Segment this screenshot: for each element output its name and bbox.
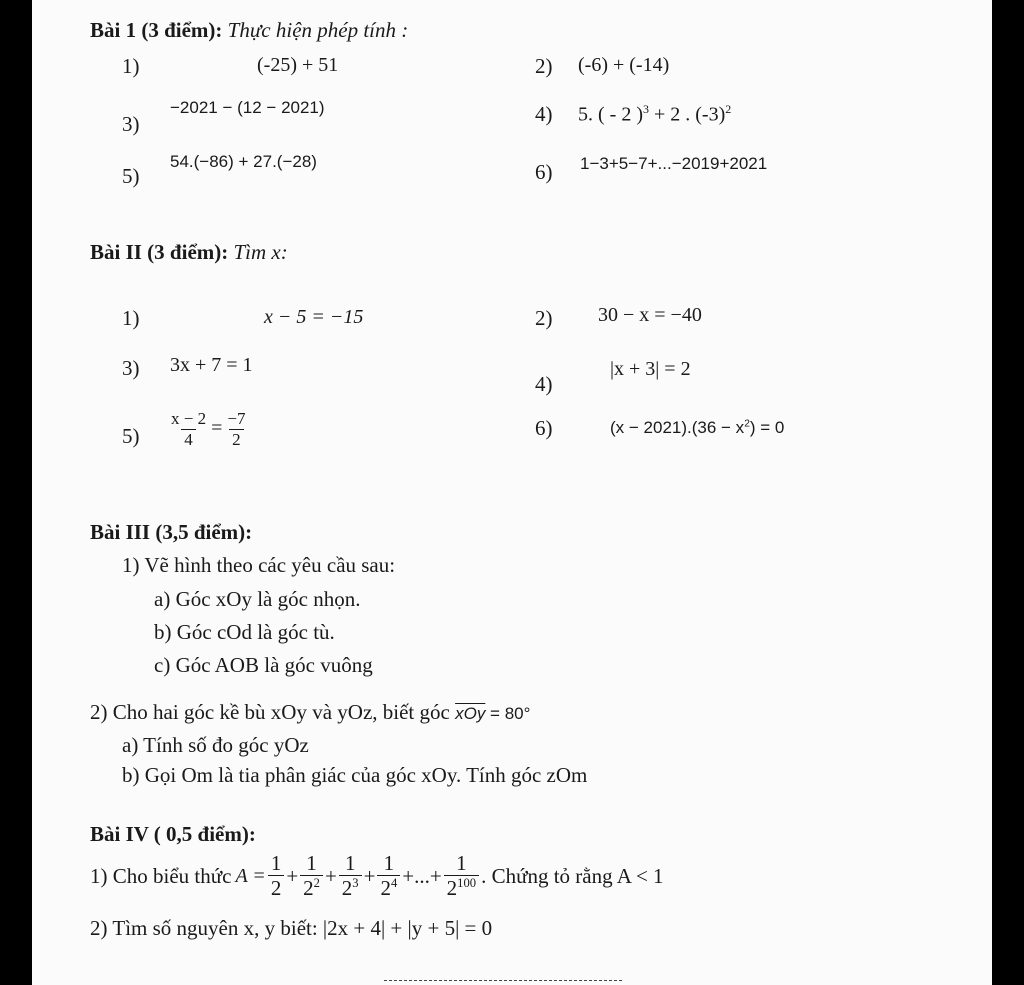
footer-divider <box>384 980 622 981</box>
expression: −2021 − (12 − 2021) <box>170 98 325 117</box>
item-number: 6) <box>535 160 553 184</box>
equation: 3x + 7 = 1 <box>170 354 253 376</box>
fraction-denominator <box>268 875 285 900</box>
section-1-subtitle: Thực hiện phép tính : <box>227 18 409 42</box>
item-number: 4) <box>535 372 553 396</box>
section-2-subtitle: Tìm x: <box>233 240 288 264</box>
question-4-1 <box>90 852 664 900</box>
expression-part: (x − 2021).(36 − x <box>610 418 745 437</box>
fraction <box>268 852 285 900</box>
section-3-title: Bài III (3,5 điểm): <box>90 520 253 544</box>
fraction-numerator: 1 <box>456 851 467 875</box>
question-1: 1) Vẽ hình theo các yêu cầu sau: <box>122 553 396 577</box>
fraction-denominator <box>300 875 323 900</box>
fraction <box>444 852 479 900</box>
exponent: 3 <box>642 102 649 116</box>
fraction-base: 2 <box>380 876 391 901</box>
fraction-numerator: 1 <box>383 851 395 875</box>
item-number: 6) <box>535 416 553 440</box>
plus-sign: + <box>324 863 337 888</box>
item-number: 5) <box>122 164 140 188</box>
question-prefix: 1) Cho biểu thức <box>90 863 232 888</box>
document-page <box>32 0 992 985</box>
question-2 <box>90 700 530 725</box>
fraction-base: 2 <box>270 876 282 901</box>
equation: 30 − x = −40 <box>598 304 702 326</box>
fraction <box>168 410 209 449</box>
equation: |x + 3| = 2 <box>610 358 691 380</box>
fraction-denominator <box>377 875 400 900</box>
ellipsis: +...+ <box>402 863 442 888</box>
sub-item: b) Góc cOd là góc tù. <box>154 620 335 644</box>
item-number: 2) <box>535 306 553 330</box>
angle-value: = 80° <box>485 704 531 723</box>
section-2-title <box>90 240 288 265</box>
item-number: 4) <box>535 102 553 126</box>
expression-part: ) = 0 <box>749 418 785 437</box>
fraction-denominator: 4 <box>181 429 196 450</box>
fraction <box>377 852 400 900</box>
exponent: 4 <box>390 876 398 891</box>
fraction-numerator: 1 <box>344 851 356 875</box>
item-number: 5) <box>122 424 140 448</box>
item-number: 1) <box>122 306 140 330</box>
variable-a: A = <box>235 864 266 887</box>
exponent: 2 <box>744 418 750 430</box>
expression: (-25) + 51 <box>257 54 339 76</box>
fraction-denominator <box>339 875 362 900</box>
fraction-base: 2 <box>341 876 353 901</box>
section-1-title <box>90 18 408 43</box>
exponent: 100 <box>457 876 477 891</box>
question-4-2: 2) Tìm số nguyên x, y biết: |2x + 4| + |y + 5| = 0 <box>90 916 493 940</box>
expression-part: 5. ( - 2 ) <box>578 103 643 126</box>
plus-sign: + <box>363 863 376 888</box>
equals-sign: = <box>211 417 223 440</box>
expression <box>578 102 731 127</box>
plus-sign: + <box>286 863 299 888</box>
expression: (-6) + (-14) <box>578 54 670 76</box>
item-number: 2) <box>535 54 553 78</box>
angle-notation: $\overline{xOy}$ <box>455 704 486 723</box>
expression: 54.(−86) + 27.(−28) <box>170 152 317 171</box>
exponent: 2 <box>725 102 732 116</box>
fraction <box>300 852 323 900</box>
item-number: 3) <box>122 112 140 136</box>
expression-part: + 2 . (-3) <box>648 103 726 126</box>
fraction-numerator: 1 <box>270 851 282 875</box>
sub-item: a) Góc xOy là góc nhọn. <box>154 587 361 611</box>
equation: x − 5 = −15 <box>264 306 364 328</box>
fraction-denominator: 2 <box>229 429 244 450</box>
equation <box>166 410 250 449</box>
exponent: 2 <box>313 876 320 891</box>
fraction <box>339 852 362 900</box>
fraction-base: 2 <box>446 876 458 901</box>
section-4-title: Bài IV ( 0,5 điểm): <box>90 822 256 846</box>
sub-item: b) Gọi Om là tia phân giác của góc xOy. Tính góc zOm <box>122 763 588 787</box>
fraction-numerator: −7 <box>227 409 246 428</box>
equation <box>610 418 784 438</box>
expression: 1−3+5−7+...−2019+2021 <box>580 154 768 173</box>
fraction-denominator <box>444 875 479 900</box>
sub-item: a) Tính số đo góc yOz <box>122 733 309 757</box>
fraction-base: 2 <box>303 876 314 901</box>
question-suffix: . Chứng tỏ rằng A < 1 <box>481 863 664 888</box>
exponent: 3 <box>352 876 359 891</box>
section-1-heading: Bài 1 (3 điểm): <box>90 18 223 42</box>
fraction <box>224 410 248 449</box>
item-number: 3) <box>122 356 140 380</box>
fraction-numerator: x − 2 <box>171 409 207 428</box>
item-number: 1) <box>122 54 140 78</box>
question-2-text: 2) Cho hai góc kề bù xOy và yOz, biết góc <box>90 700 456 724</box>
fraction-numerator: 1 <box>306 851 317 875</box>
section-2-heading: Bài II (3 điểm): <box>90 240 229 264</box>
sub-item: c) Góc AOB là góc vuông <box>154 653 373 677</box>
